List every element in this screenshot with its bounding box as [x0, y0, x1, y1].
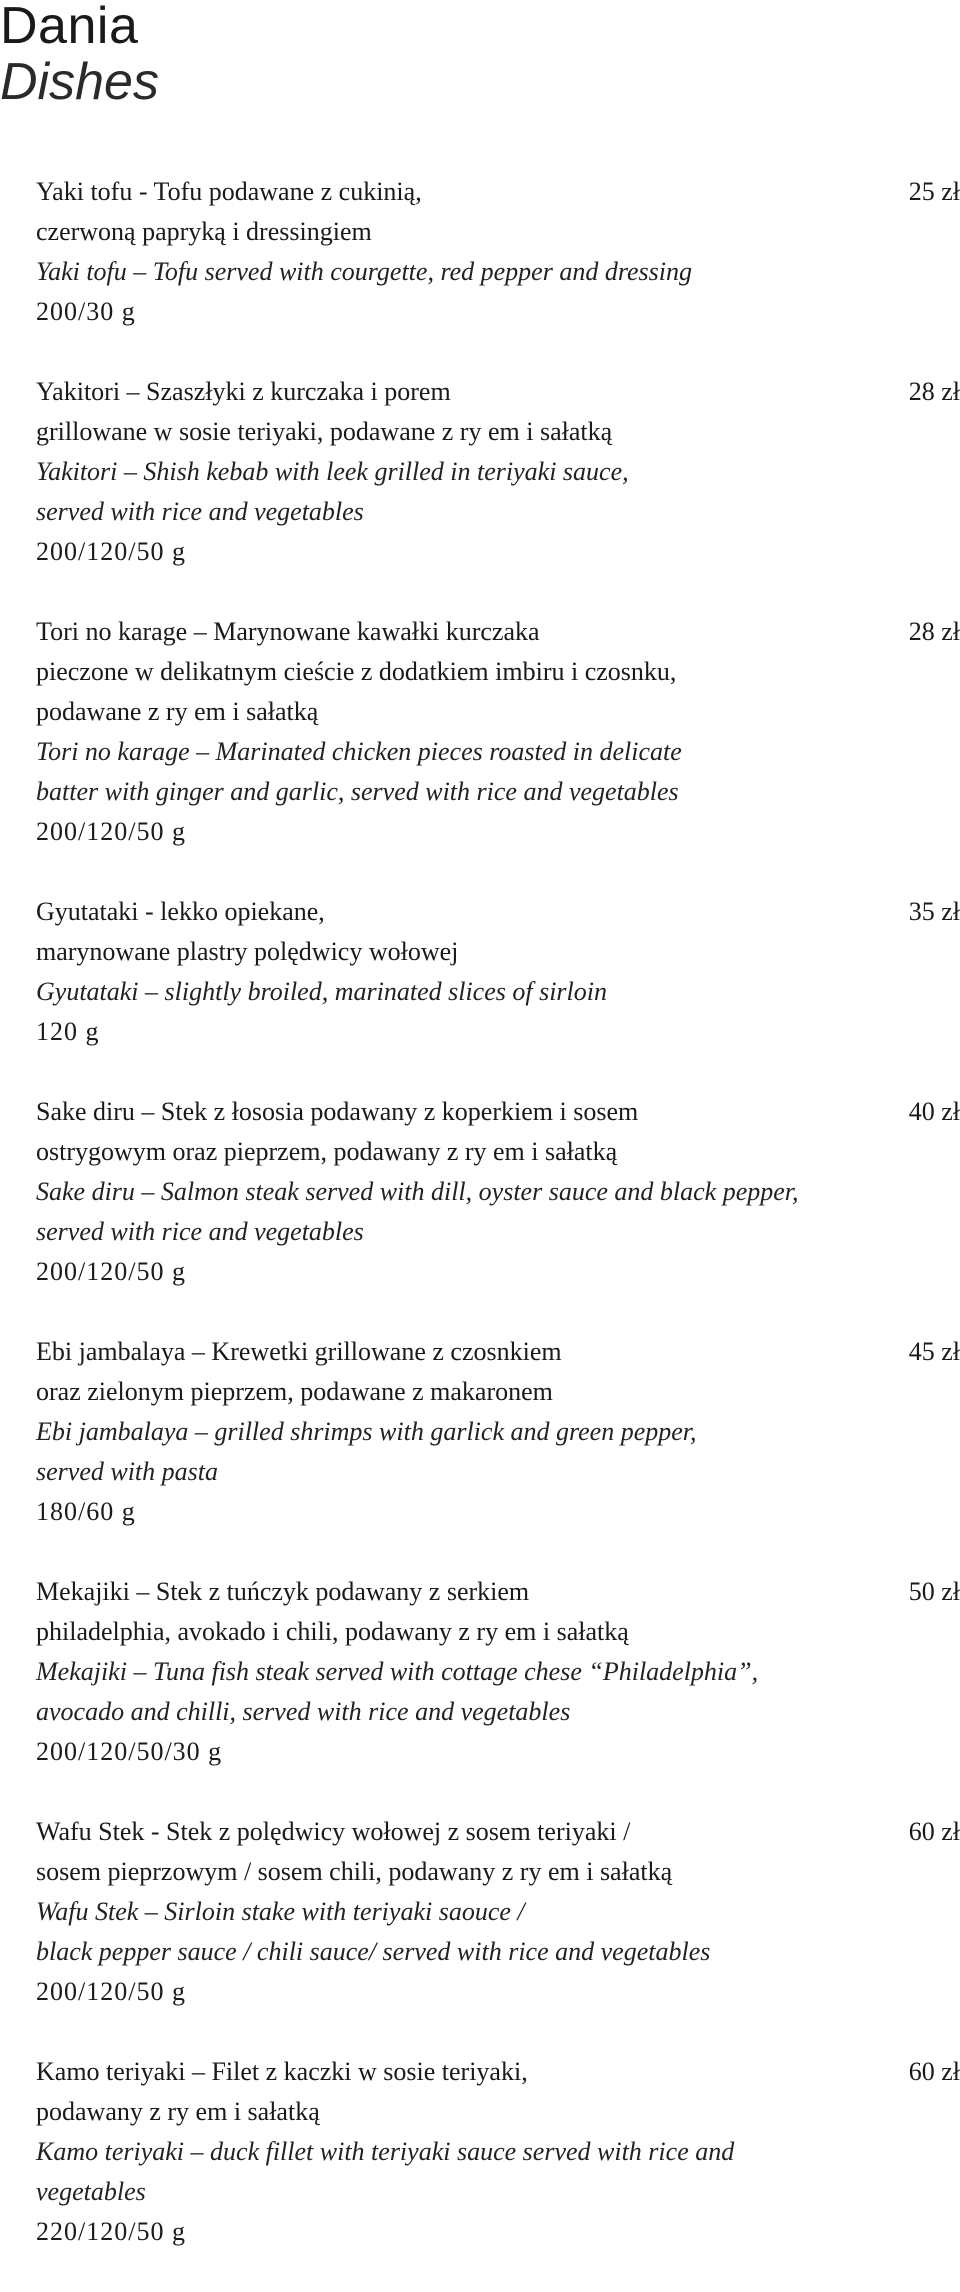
dish-name-en-line: Gyutataki – slightly broiled, marinated slices of sirloin [36, 977, 607, 1006]
dish-price: 25 zł [908, 177, 960, 206]
dish-name-en [36, 252, 960, 292]
dish-weight: 200/120/50/30 g [36, 1737, 223, 1766]
dish-name-pl-line: podawany z ry em i sałatką [36, 2097, 320, 2126]
dish-name-pl [36, 1812, 960, 1892]
dish-name-en [36, 1412, 960, 1492]
dish-item [36, 172, 960, 332]
dish-name-en-line: black pepper sauce / chili sauce/ served with rice and vegetables [36, 1937, 711, 1966]
dish-name-pl-line: Yakitori – Szaszłyki z kurczaka i porem [36, 377, 451, 406]
dish-name-pl [36, 892, 960, 972]
dish-name-en-line: served with rice and vegetables [36, 1217, 364, 1246]
dish-name-pl [36, 372, 960, 452]
dish-name-pl [36, 172, 960, 252]
dish-price: 60 zł [908, 1817, 960, 1846]
dish-name-pl-line: philadelphia, avokado i chili, podawany z ry em i sałatką [36, 1617, 629, 1646]
dish-name-pl-line: podawane z ry em i sałatką [36, 697, 319, 726]
dish-weight: 200/30 g [36, 297, 136, 326]
page-title-en: Dishes [0, 53, 159, 111]
dish-name-pl [36, 2052, 960, 2132]
dish-price: 45 zł [908, 1337, 960, 1366]
dish-name-en-line: served with rice and vegetables [36, 497, 364, 526]
dish-name-en-line: Mekajiki – Tuna fish steak served with cottage chese “Philadelphia”, [36, 1657, 759, 1686]
dish-name-pl [36, 1092, 960, 1172]
dish-weight: 120 g [36, 1017, 100, 1046]
dish-name-en-line: Tori no karage – Marinated chicken pieces roasted in delicate [36, 737, 682, 766]
dish-item [36, 1812, 960, 2012]
dish-weight: 180/60 g [36, 1497, 136, 1526]
dish-price: 60 zł [908, 2057, 960, 2086]
dish-name-en-line: Sake diru – Salmon steak served with dill, oyster sauce and black pepper, [36, 1177, 799, 1206]
dish-weight: 200/120/50 g [36, 817, 186, 846]
dish-name-pl [36, 1572, 960, 1652]
dish-name-en-line: Yakitori – Shish kebab with leek grilled in teriyaki sauce, [36, 457, 629, 486]
dish-name-en [36, 1652, 960, 1732]
dish-name-pl-line: Tori no karage – Marynowane kawałki kurczaka [36, 617, 540, 646]
dish-name-en-line: vegetables [36, 2177, 146, 2206]
dish-item [36, 1332, 960, 1532]
dish-name-pl [36, 612, 960, 732]
dish-name-en-line: served with pasta [36, 1457, 218, 1486]
dish-name-pl-line: pieczone w delikatnym cieście z dodatkiem imbiru i czosnku, [36, 657, 677, 686]
dish-name-en-line: Kamo teriyaki – duck fillet with teriyaki sauce served with rice and [36, 2137, 735, 2166]
dish-name-en [36, 2132, 960, 2212]
dish-name-en [36, 1172, 960, 1252]
dish-name-en [36, 972, 960, 1012]
dish-weight: 200/120/50 g [36, 1257, 186, 1286]
dish-name-en-line: Wafu Stek – Sirloin stake with teriyaki saouce / [36, 1897, 525, 1926]
dish-item [36, 1572, 960, 1772]
dish-name-en-line: avocado and chilli, served with rice and vegetables [36, 1697, 571, 1726]
dish-name-pl-line: Gyutataki - lekko opiekane, [36, 897, 325, 926]
dish-name-pl [36, 1332, 960, 1412]
dish-price: 28 zł [908, 617, 960, 646]
dish-name-pl-line: ostrygowym oraz pieprzem, podawany z ry em i sałatką [36, 1137, 618, 1166]
dish-price: 28 zł [908, 377, 960, 406]
dish-name-pl-line: oraz zielonym pieprzem, podawane z makaronem [36, 1377, 553, 1406]
dish-name-pl-line: Kamo teriyaki – Filet z kaczki w sosie teriyaki, [36, 2057, 528, 2086]
dish-item [36, 1092, 960, 1292]
dish-name-en [36, 732, 960, 812]
dish-price: 35 zł [908, 897, 960, 926]
dish-name-pl-line: Wafu Stek - Stek z polędwicy wołowej z sosem teriyaki / [36, 1817, 631, 1846]
dish-name-pl-line: grillowane w sosie teriyaki, podawane z ry em i sałatką [36, 417, 613, 446]
dish-name-pl-line: Yaki tofu - Tofu podawane z cukinią, [36, 177, 422, 206]
dish-name-pl-line: sosem pieprzowym / sosem chili, podawany z ry em i sałatką [36, 1857, 673, 1886]
dish-weight: 200/120/50 g [36, 537, 186, 566]
dish-name-pl-line: czerwoną papryką i dressingiem [36, 217, 372, 246]
page-heading [0, 0, 159, 112]
dish-name-pl-line: Ebi jambalaya – Krewetki grillowane z czosnkiem [36, 1337, 562, 1366]
dish-price: 50 zł [908, 1577, 960, 1606]
dish-weight: 220/120/50 g [36, 2217, 186, 2246]
dish-name-en-line: batter with ginger and garlic, served with rice and vegetables [36, 777, 679, 806]
dish-name-pl-line: Sake diru – Stek z łososia podawany z koperkiem i sosem [36, 1097, 639, 1126]
dish-name-en-line: Yaki tofu – Tofu served with courgette, red pepper and dressing [36, 257, 692, 286]
dish-item [36, 892, 960, 1052]
dish-price: 40 zł [908, 1097, 960, 1126]
dish-weight: 200/120/50 g [36, 1977, 186, 2006]
dish-list [36, 172, 960, 2292]
dish-name-en [36, 1892, 960, 1972]
dish-item [36, 372, 960, 572]
dish-item [36, 612, 960, 852]
dish-name-en-line: Ebi jambalaya – grilled shrimps with garlick and green pepper, [36, 1417, 697, 1446]
dish-name-en [36, 452, 960, 532]
dish-item [36, 2052, 960, 2252]
dish-name-pl-line: marynowane plastry polędwicy wołowej [36, 937, 459, 966]
page-title-pl: Dania [0, 0, 139, 55]
dish-name-pl-line: Mekajiki – Stek z tuńczyk podawany z serkiem [36, 1577, 530, 1606]
